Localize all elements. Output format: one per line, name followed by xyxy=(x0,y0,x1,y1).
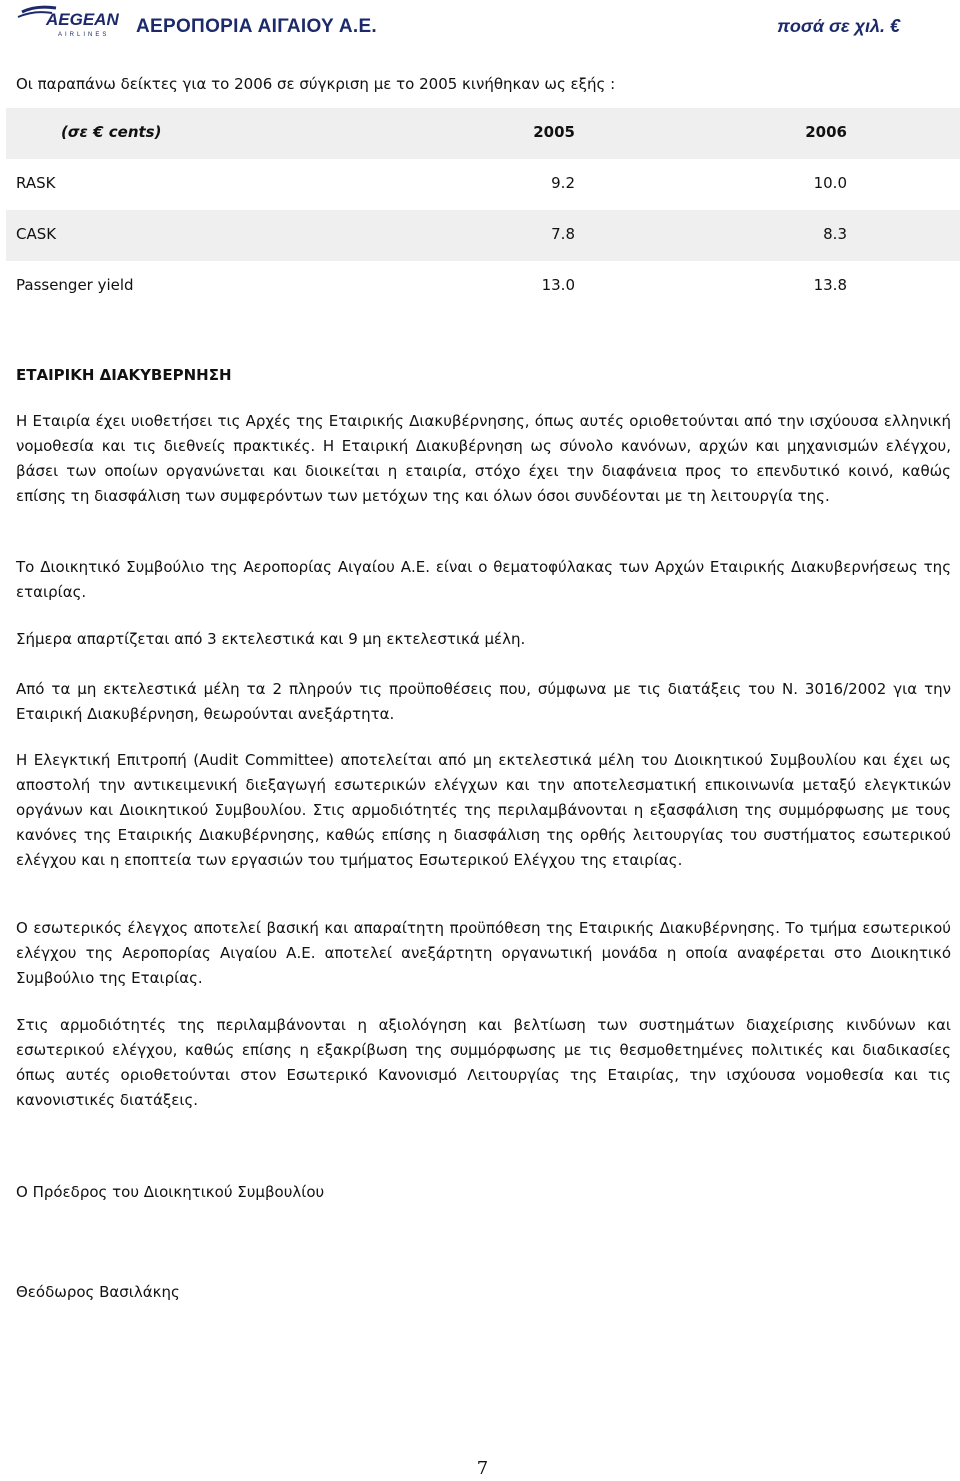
unit-label: (σε € cents) xyxy=(61,123,162,141)
paragraph-internal-audit: Ο εσωτερικός έλεγχος αποτελεί βασική και απαραίτητη προϋπόθεση της Εταιρικής Διακυβέρνησης. Το τμήμα εσωτερικού ελέγχου της Αεροπορίας Αιγαίου Α.Ε. αποτελεί ανεξάρτητη οργανωτική μονάδα η οποία αναφέρεται στο Διοικητικό Συμβούλιο της Εταιρίας. xyxy=(16,919,951,987)
company-name: ΑΕΡΟΠΟΡΙΑ ΑΙΓΑΙΟΥ Α.Ε. xyxy=(136,16,377,37)
section-title: ΕΤΑΙΡΙΚΗ ΔΙΑΚΥΒΕΡΝΗΣΗ xyxy=(16,366,232,384)
paragraph-audit-responsibilities: Στις αρμοδιότητές της περιλαμβάνονται η αξιολόγηση και βελτίωση των συστημάτων διαχείρισης κινδύνων και εσωτερικού ελέγχου, καθώς επίσης η εξακρίβωση της συμμόρφωσης με τις θεσμοθετημένες πολιτικές και διαδικασίες όπως αυτές οριοθετούνται στον Εσωτερικό Κανονισμό Λειτουργίας της Εταιρίας, την ισχύουσα νομοθεσία και τις κανονιστικές διατάξεις. xyxy=(16,1016,951,1109)
table-row xyxy=(6,261,960,312)
value-2005: 13.0 xyxy=(541,276,575,294)
page-header xyxy=(0,0,960,46)
signatory-role: Ο Πρόεδρος του Διοικητικού Συμβουλίου xyxy=(16,1183,325,1201)
paragraph-board-composition: Σήμερα απαρτίζεται από 3 εκτελεστικά και 9 μη εκτελεστικά μέλη. xyxy=(16,630,526,648)
kpi-table xyxy=(6,108,960,312)
row-label: RASK xyxy=(16,174,56,192)
paragraph-audit-committee: Η Ελεγκτική Επιτροπή (Audit Committee) αποτελείται από μη εκτελεστικά μέλη του Διοικητικού Συμβουλίου και έχει ως αποστολή την αντικειμενική διεξαγωγή εσωτερικών ελέγχων και την αποτελεσματική επικοινωνία μεταξύ ελεγκτικών οργάνων και Διοικητικού Συμβουλίου. Στις αρμοδιότητές της περιλαμβάνονται η εξασφάλιση της συμμόρφωσης με τους κανόνες της Εταιρικής Διακυβέρνησης, καθώς επίσης η διασφάλιση της ορθής λειτουργίας του συστήματος εσωτερικού ελέγχου και η εποπτεία των εργασιών του τμήματος Εσωτερικού Ελέγχου της εταιρίας. xyxy=(16,751,951,869)
aegean-logo xyxy=(16,3,128,39)
col-2005-header: 2005 xyxy=(533,123,575,141)
amounts-note: ποσά σε χιλ. € xyxy=(777,16,900,36)
col-2006-header: 2006 xyxy=(805,123,847,141)
page-number: 7 xyxy=(476,1458,489,1479)
table-header-row xyxy=(6,108,960,159)
table-row xyxy=(6,159,960,210)
intro-text: Οι παραπάνω δείκτες για το 2006 σε σύγκριση με το 2005 κινήθηκαν ως εξής : xyxy=(16,75,616,93)
value-2005: 9.2 xyxy=(551,174,575,192)
logo-text: AEGEAN xyxy=(46,10,119,29)
row-label: CASK xyxy=(16,225,57,243)
value-2006: 8.3 xyxy=(823,225,847,243)
logo-subtext: AIRLINES xyxy=(58,32,110,38)
paragraph-governance-intro: Η Εταιρία έχει υιοθετήσει τις Αρχές της Εταιρικής Διακυβέρνησης, όπως αυτές οριοθετούνται από την ισχύουσα ελληνική νομοθεσία και τις διεθνείς πρακτικές. Η Εταιρική Διακυβέρνηση ως σύνολο κανόνων, αρχών και μηχανισμών ελέγχου, βάσει των οποίων οργανώνεται και διοικείται η εταιρία, στόχο έχει την διαφάνεια προς το επενδυτικό κοινό, καθώς επίσης τη διασφάλιση των συμφερόντων των μετόχων της και όλων όσοι συνδέονται με τη λειτουργία της. xyxy=(16,412,951,505)
table-row xyxy=(6,210,960,261)
value-2006: 10.0 xyxy=(813,174,847,192)
paragraph-independent-members: Από τα μη εκτελεστικά μέλη τα 2 πληρούν τις προϋποθέσεις που, σύμφωνα με τις διατάξεις του Ν. 3016/2002 για την Εταιρική Διακυβέρνηση, θεωρούνται ανεξάρτητα. xyxy=(16,680,951,723)
value-2005: 7.8 xyxy=(551,225,575,243)
value-2006: 13.8 xyxy=(813,276,847,294)
row-label: Passenger yield xyxy=(16,276,134,294)
paragraph-board: Το Διοικητικό Συμβούλιο της Αεροπορίας Αιγαίου Α.Ε. είναι ο θεματοφύλακας των Αρχών Εταιρικής Διακυβερνήσεως της εταιρίας. xyxy=(16,558,951,601)
signatory-name: Θεόδωρος Βασιλάκης xyxy=(16,1283,180,1301)
